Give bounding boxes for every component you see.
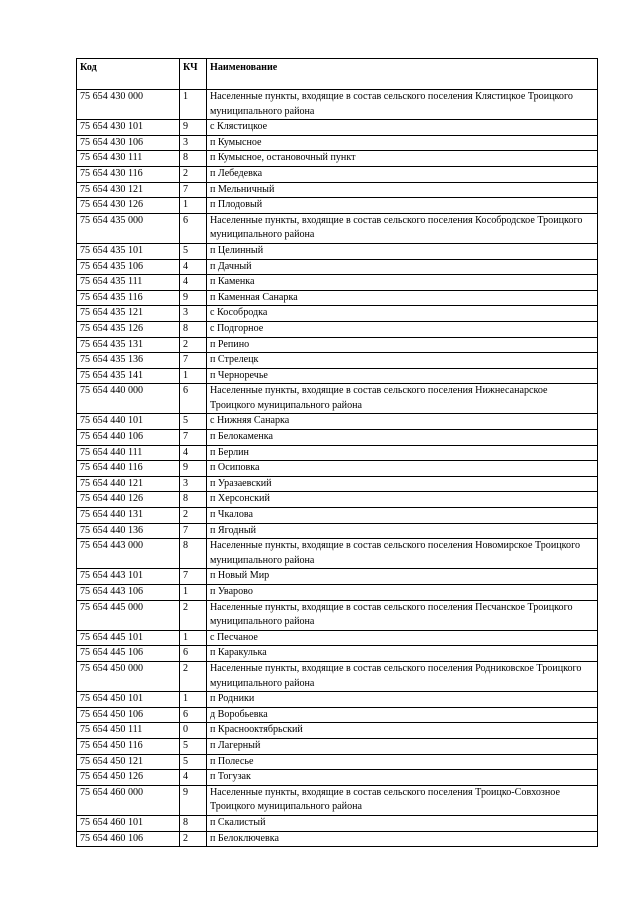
cell-name: п Полесье xyxy=(207,754,598,770)
cell-kch: 4 xyxy=(180,445,207,461)
cell-kch: 3 xyxy=(180,135,207,151)
cell-kch: 7 xyxy=(180,569,207,585)
table-row xyxy=(77,430,598,446)
cell-code: 75 654 435 121 xyxy=(77,306,180,322)
cell-kch: 9 xyxy=(180,461,207,477)
cell-name: Населенные пункты, входящие в состав сельского поселения Родниковское Троицкого муниципального района xyxy=(207,661,598,691)
cell-kch: 1 xyxy=(180,368,207,384)
cell-code: 75 654 440 106 xyxy=(77,430,180,446)
cell-code: 75 654 445 000 xyxy=(77,600,180,630)
cell-name: п Херсонский xyxy=(207,492,598,508)
cell-name: п Новый Мир xyxy=(207,569,598,585)
table-row xyxy=(77,120,598,136)
cell-code: 75 654 443 000 xyxy=(77,539,180,569)
cell-name: Населенные пункты, входящие в состав сельского поселения Клястицкое Троицкого муниципального района xyxy=(207,90,598,120)
table-row xyxy=(77,337,598,353)
table-row xyxy=(77,585,598,601)
cell-kch: 5 xyxy=(180,738,207,754)
cell-code: 75 654 460 000 xyxy=(77,785,180,815)
cell-kch: 1 xyxy=(180,90,207,120)
cell-code: 75 654 435 141 xyxy=(77,368,180,384)
cell-name: п Уразаевский xyxy=(207,476,598,492)
table-row xyxy=(77,770,598,786)
cell-kch: 4 xyxy=(180,259,207,275)
cell-kch: 6 xyxy=(180,213,207,243)
table-row xyxy=(77,476,598,492)
cell-name: п Белокаменка xyxy=(207,430,598,446)
cell-code: 75 654 450 121 xyxy=(77,754,180,770)
table-row xyxy=(77,492,598,508)
cell-kch: 7 xyxy=(180,430,207,446)
cell-code: 75 654 440 116 xyxy=(77,461,180,477)
cell-kch: 3 xyxy=(180,306,207,322)
cell-code: 75 654 435 000 xyxy=(77,213,180,243)
table-row xyxy=(77,90,598,120)
table-row xyxy=(77,275,598,291)
cell-name: д Воробьевка xyxy=(207,707,598,723)
cell-kch: 6 xyxy=(180,646,207,662)
cell-kch: 9 xyxy=(180,785,207,815)
cell-code: 75 654 440 101 xyxy=(77,414,180,430)
cell-name: п Стрелецк xyxy=(207,353,598,369)
table-row xyxy=(77,321,598,337)
cell-kch: 4 xyxy=(180,275,207,291)
cell-kch: 5 xyxy=(180,243,207,259)
table-row xyxy=(77,135,598,151)
cell-kch: 2 xyxy=(180,831,207,847)
cell-kch: 8 xyxy=(180,539,207,569)
cell-code: 75 654 435 101 xyxy=(77,243,180,259)
cell-kch: 6 xyxy=(180,707,207,723)
cell-code: 75 654 445 106 xyxy=(77,646,180,662)
cell-code: 75 654 435 131 xyxy=(77,337,180,353)
cell-code: 75 654 430 000 xyxy=(77,90,180,120)
cell-code: 75 654 430 121 xyxy=(77,182,180,198)
cell-code: 75 654 443 101 xyxy=(77,569,180,585)
cell-kch: 7 xyxy=(180,523,207,539)
cell-code: 75 654 440 121 xyxy=(77,476,180,492)
cell-code: 75 654 450 106 xyxy=(77,707,180,723)
cell-kch: 8 xyxy=(180,151,207,167)
cell-name: п Осиповка xyxy=(207,461,598,477)
cell-name: п Кумысное, остановочный пункт xyxy=(207,151,598,167)
cell-kch: 3 xyxy=(180,476,207,492)
cell-code: 75 654 435 126 xyxy=(77,321,180,337)
table-header xyxy=(77,59,598,90)
table-row xyxy=(77,738,598,754)
cell-kch: 6 xyxy=(180,384,207,414)
cell-name: п Лебедевка xyxy=(207,166,598,182)
cell-name: с Песчаное xyxy=(207,630,598,646)
cell-kch: 8 xyxy=(180,492,207,508)
cell-code: 75 654 450 126 xyxy=(77,770,180,786)
table-row xyxy=(77,414,598,430)
cell-name: п Родники xyxy=(207,692,598,708)
cell-kch: 7 xyxy=(180,182,207,198)
cell-code: 75 654 440 126 xyxy=(77,492,180,508)
okato-table xyxy=(76,58,598,847)
table-row xyxy=(77,213,598,243)
cell-name: с Кособродка xyxy=(207,306,598,322)
cell-name: с Подгорное xyxy=(207,321,598,337)
cell-name: с Клястицкое xyxy=(207,120,598,136)
cell-kch: 1 xyxy=(180,585,207,601)
cell-name: п Уварово xyxy=(207,585,598,601)
table-row xyxy=(77,815,598,831)
cell-kch: 9 xyxy=(180,290,207,306)
cell-name: п Лагерный xyxy=(207,738,598,754)
cell-name: п Кумысное xyxy=(207,135,598,151)
table-row xyxy=(77,290,598,306)
table-row xyxy=(77,723,598,739)
cell-code: 75 654 440 131 xyxy=(77,508,180,524)
cell-code: 75 654 435 136 xyxy=(77,353,180,369)
table-row xyxy=(77,600,598,630)
table-row xyxy=(77,539,598,569)
cell-name: п Краснооктябрьский xyxy=(207,723,598,739)
table-row xyxy=(77,646,598,662)
cell-kch: 8 xyxy=(180,815,207,831)
cell-kch: 1 xyxy=(180,630,207,646)
cell-code: 75 654 430 106 xyxy=(77,135,180,151)
cell-code: 75 654 445 101 xyxy=(77,630,180,646)
cell-kch: 8 xyxy=(180,321,207,337)
cell-kch: 1 xyxy=(180,692,207,708)
cell-code: 75 654 460 101 xyxy=(77,815,180,831)
cell-kch: 2 xyxy=(180,661,207,691)
table-row xyxy=(77,661,598,691)
table-row xyxy=(77,384,598,414)
cell-name: п Чкалова xyxy=(207,508,598,524)
cell-code: 75 654 440 000 xyxy=(77,384,180,414)
cell-name: п Белоключевка xyxy=(207,831,598,847)
cell-name: Населенные пункты, входящие в состав сельского поселения Нижнесанарское Троицкого муниципального района xyxy=(207,384,598,414)
header-code: Код xyxy=(77,59,180,90)
cell-kch: 9 xyxy=(180,120,207,136)
cell-kch: 5 xyxy=(180,754,207,770)
cell-name: п Черноречье xyxy=(207,368,598,384)
table-row xyxy=(77,182,598,198)
cell-name: Населенные пункты, входящие в состав сельского поселения Кособродское Троицкого муниципального района xyxy=(207,213,598,243)
cell-code: 75 654 430 101 xyxy=(77,120,180,136)
cell-kch: 1 xyxy=(180,198,207,214)
table-row xyxy=(77,630,598,646)
cell-code: 75 654 450 111 xyxy=(77,723,180,739)
table-row xyxy=(77,166,598,182)
table-row xyxy=(77,831,598,847)
cell-code: 75 654 435 116 xyxy=(77,290,180,306)
cell-name: п Каракулька xyxy=(207,646,598,662)
header-kch: КЧ xyxy=(180,59,207,90)
header-name: Наименование xyxy=(207,59,598,90)
cell-name: п Каменная Санарка xyxy=(207,290,598,306)
cell-code: 75 654 450 000 xyxy=(77,661,180,691)
cell-code: 75 654 440 136 xyxy=(77,523,180,539)
table-row xyxy=(77,259,598,275)
cell-name: Населенные пункты, входящие в состав сельского поселения Новомирское Троицкого муниципального района xyxy=(207,539,598,569)
cell-name: п Тогузак xyxy=(207,770,598,786)
cell-name: п Дачный xyxy=(207,259,598,275)
cell-kch: 2 xyxy=(180,337,207,353)
cell-name: п Мельничный xyxy=(207,182,598,198)
cell-kch: 2 xyxy=(180,600,207,630)
cell-name: п Скалистый xyxy=(207,815,598,831)
table-row xyxy=(77,368,598,384)
table-row xyxy=(77,754,598,770)
cell-name: Населенные пункты, входящие в состав сельского поселения Троицко-Совхозное Троицкого муниципального района xyxy=(207,785,598,815)
cell-name: п Целинный xyxy=(207,243,598,259)
cell-code: 75 654 450 101 xyxy=(77,692,180,708)
table-row xyxy=(77,523,598,539)
cell-kch: 5 xyxy=(180,414,207,430)
table-row xyxy=(77,306,598,322)
table-row xyxy=(77,353,598,369)
cell-code: 75 654 440 111 xyxy=(77,445,180,461)
cell-name: п Репино xyxy=(207,337,598,353)
cell-code: 75 654 435 111 xyxy=(77,275,180,291)
cell-code: 75 654 460 106 xyxy=(77,831,180,847)
cell-name: п Берлин xyxy=(207,445,598,461)
cell-name: с Нижняя Санарка xyxy=(207,414,598,430)
table-row xyxy=(77,151,598,167)
table-row xyxy=(77,692,598,708)
cell-code: 75 654 430 111 xyxy=(77,151,180,167)
cell-name: Населенные пункты, входящие в состав сельского поселения Песчанское Троицкого муниципального района xyxy=(207,600,598,630)
cell-kch: 7 xyxy=(180,353,207,369)
cell-code: 75 654 435 106 xyxy=(77,259,180,275)
cell-kch: 2 xyxy=(180,508,207,524)
cell-kch: 0 xyxy=(180,723,207,739)
table-row xyxy=(77,461,598,477)
table-row xyxy=(77,445,598,461)
table-body xyxy=(77,90,598,847)
cell-name: п Плодовый xyxy=(207,198,598,214)
table-row xyxy=(77,243,598,259)
cell-code: 75 654 430 116 xyxy=(77,166,180,182)
cell-name: п Каменка xyxy=(207,275,598,291)
table-row xyxy=(77,198,598,214)
cell-kch: 4 xyxy=(180,770,207,786)
cell-name: п Ягодный xyxy=(207,523,598,539)
table-row xyxy=(77,569,598,585)
cell-kch: 2 xyxy=(180,166,207,182)
table-row xyxy=(77,508,598,524)
table-row xyxy=(77,785,598,815)
table-row xyxy=(77,707,598,723)
cell-code: 75 654 450 116 xyxy=(77,738,180,754)
header-row xyxy=(77,59,598,90)
cell-code: 75 654 443 106 xyxy=(77,585,180,601)
cell-code: 75 654 430 126 xyxy=(77,198,180,214)
